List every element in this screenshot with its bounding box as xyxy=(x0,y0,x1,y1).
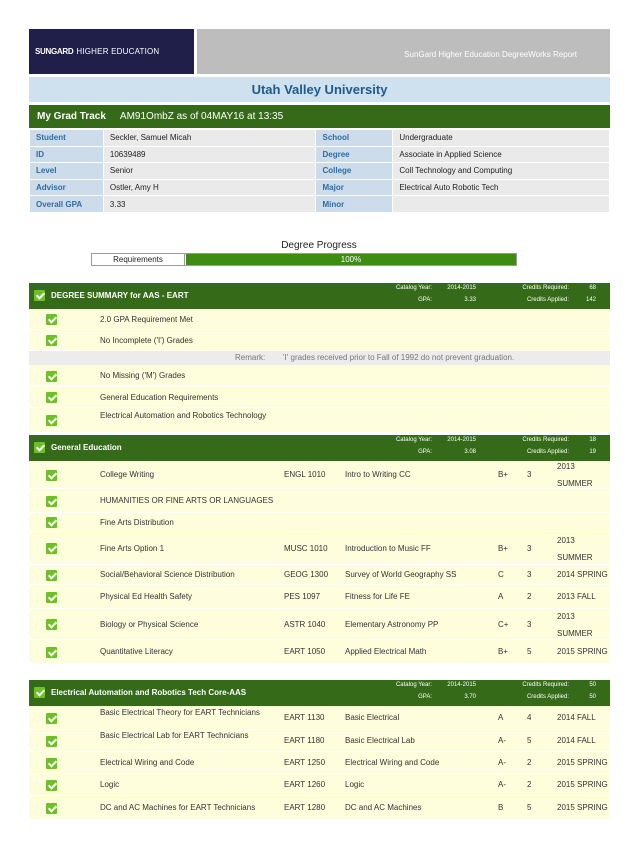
course-term: 2014 FALL xyxy=(557,713,596,722)
course-credits: 3 xyxy=(527,543,532,553)
complete-check-icon xyxy=(46,335,57,346)
course-title: Logic xyxy=(345,780,365,789)
requirement-row xyxy=(29,585,610,609)
course-term: 2014 SPRING xyxy=(557,570,608,579)
course-term: 2013 FALL xyxy=(557,592,596,601)
complete-check-icon xyxy=(46,392,57,403)
complete-check-icon xyxy=(34,687,45,698)
remark-row xyxy=(29,351,610,365)
complete-check-icon xyxy=(46,496,57,507)
course-grade: B+ xyxy=(498,543,509,553)
requirement-list xyxy=(29,309,610,433)
requirement-row xyxy=(29,489,610,513)
requirement-name: 2.0 GPA Requirement Met xyxy=(100,314,193,324)
progress-percent: 100% xyxy=(340,255,362,264)
section-credits-applied: 19 xyxy=(589,449,596,455)
complete-check-icon xyxy=(46,647,57,658)
info-value: Associate in Applied Science xyxy=(393,146,610,163)
info-label: Student xyxy=(30,130,104,147)
course-grade: A- xyxy=(498,780,506,789)
complete-check-icon xyxy=(46,592,57,603)
section-credits-required: 68 xyxy=(589,285,596,291)
course-credits: 3 xyxy=(527,470,532,479)
degree-progress-bar xyxy=(91,253,517,266)
course-grade: B+ xyxy=(498,470,509,479)
requirement-row xyxy=(29,640,610,664)
requirement-row xyxy=(29,330,610,351)
requirement-row xyxy=(29,513,610,532)
info-value: 10639489 xyxy=(103,146,316,163)
requirement-row xyxy=(29,532,610,565)
complete-check-icon xyxy=(46,758,57,769)
course-title: Applied Electrical Math xyxy=(345,647,427,656)
info-value: Undergraduate xyxy=(393,130,610,147)
requirement-name: No Missing ('M') Grades xyxy=(100,371,186,380)
course-code: MUSC 1010 xyxy=(284,543,328,553)
info-value xyxy=(393,196,610,213)
requirement-name: HUMANITIES OR FINE ARTS OR LANGUAGES xyxy=(100,496,274,505)
section-catalog-year: 2014-2015 xyxy=(447,285,476,291)
section-credits-required-label: Credits Required: xyxy=(522,285,569,291)
course-grade: A xyxy=(498,592,504,601)
section-catalog-year-label: Catalog Year: xyxy=(395,285,432,291)
requirement-name: College Writing xyxy=(100,470,155,479)
info-row xyxy=(30,130,610,147)
section-credits-required-label: Credits Required: xyxy=(522,682,569,688)
section-title: DEGREE SUMMARY for AAS - EART xyxy=(51,291,189,300)
course-term: 2015 SPRING xyxy=(557,780,608,789)
university-title: Utah Valley University xyxy=(29,77,610,102)
course-credits: 2 xyxy=(527,592,532,601)
course-code: PES 1097 xyxy=(284,592,321,601)
section-catalog-year: 2014-2015 xyxy=(447,682,476,688)
info-value: Seckler, Samuel Micah xyxy=(103,130,316,147)
requirement-row xyxy=(29,609,610,640)
course-code: EART 1130 xyxy=(284,713,325,722)
requirement-row xyxy=(29,365,610,387)
course-grade: A- xyxy=(498,736,506,745)
info-value: Coll Technology and Computing xyxy=(393,163,610,180)
course-code: ASTR 1040 xyxy=(284,619,326,629)
info-value: Electrical Auto Robotic Tech xyxy=(393,179,610,196)
course-credits: 5 xyxy=(527,647,532,656)
report-title: SunGard Higher Education DegreeWorks Report xyxy=(404,50,577,59)
info-label: School xyxy=(316,130,393,147)
requirement-section xyxy=(29,283,610,433)
requirement-name: Fine Arts Distribution xyxy=(100,517,174,527)
requirement-name: Quantitative Literacy xyxy=(100,647,173,656)
info-label: Advisor xyxy=(30,179,104,196)
requirement-name: Biology or Physical Science xyxy=(100,619,199,629)
section-gpa-label: GPA: xyxy=(418,449,432,455)
course-title: DC and AC Machines xyxy=(345,803,422,812)
course-term: 2014 FALL xyxy=(557,736,596,745)
complete-check-icon xyxy=(46,314,57,325)
requirement-list xyxy=(29,461,610,664)
course-credits: 3 xyxy=(527,619,532,629)
complete-check-icon xyxy=(34,290,45,301)
sungard-logo xyxy=(29,29,194,74)
course-credits: 5 xyxy=(527,803,532,812)
requirement-name: Physical Ed Health Safety xyxy=(100,592,193,601)
section-credits-required-label: Credits Required: xyxy=(522,437,569,443)
complete-check-icon xyxy=(46,570,57,581)
course-code: ENGL 1010 xyxy=(284,470,326,479)
complete-check-icon xyxy=(46,736,57,747)
complete-check-icon xyxy=(46,803,57,814)
section-catalog-year: 2014-2015 xyxy=(447,437,476,443)
course-term: 2013 SUMMER xyxy=(557,462,593,488)
info-label: Degree xyxy=(316,146,393,163)
course-code: EART 1250 xyxy=(284,758,326,767)
complete-check-icon xyxy=(34,442,45,453)
remark-label: Remark: xyxy=(235,353,266,362)
info-value: Senior xyxy=(103,163,316,180)
requirement-name: Fine Arts Option 1 xyxy=(100,543,165,553)
course-title: Introduction to Music FF xyxy=(345,543,431,553)
progress-label: Requirements xyxy=(92,254,185,265)
section-title: Electrical Automation and Robotics Tech Core-AAS xyxy=(51,688,247,697)
requirement-row xyxy=(29,387,610,408)
requirement-name: No Incomplete ('I') Grades xyxy=(100,335,193,345)
section-header xyxy=(29,435,610,461)
requirement-section xyxy=(29,435,610,664)
info-label: ID xyxy=(30,146,104,163)
section-header xyxy=(29,283,610,309)
complete-check-icon xyxy=(46,619,57,630)
complete-check-icon xyxy=(46,713,57,724)
section-credits-applied-label: Credits Applied: xyxy=(526,297,569,303)
course-term: 2013 SUMMER xyxy=(557,611,593,638)
course-credits: 2 xyxy=(527,780,532,789)
section-catalog-year-label: Catalog Year: xyxy=(395,437,432,443)
complete-check-icon xyxy=(46,415,57,426)
course-title: Basic Electrical Lab xyxy=(345,736,415,745)
requirement-name: Electrical Wiring and Code xyxy=(100,758,195,767)
course-grade: A xyxy=(498,713,504,722)
section-credits-required: 18 xyxy=(589,437,596,443)
info-row xyxy=(30,179,610,196)
section-catalog-year-label: Catalog Year: xyxy=(395,682,432,688)
section-credits-applied-label: Credits Applied: xyxy=(526,694,569,700)
requirement-row xyxy=(29,408,610,433)
info-label: Level xyxy=(30,163,104,180)
course-title: Electrical Wiring and Code xyxy=(345,758,440,767)
requirement-name: Logic xyxy=(100,780,120,789)
section-credits-applied: 142 xyxy=(585,297,596,303)
section-credits-required: 50 xyxy=(589,682,596,688)
remark-text: 'I' grades received prior to Fall of 1992 do not prevent graduation. xyxy=(283,353,515,362)
info-row xyxy=(30,196,610,213)
requirement-name: DC and AC Machines for EART Technicians xyxy=(100,803,256,812)
course-code: EART 1050 xyxy=(284,647,326,656)
report-banner xyxy=(29,29,610,74)
info-row xyxy=(30,146,610,163)
requirement-row xyxy=(29,309,610,330)
complete-check-icon xyxy=(46,517,57,528)
course-code: EART 1280 xyxy=(284,803,326,812)
course-grade: B+ xyxy=(498,647,509,656)
info-label: Major xyxy=(316,179,393,196)
course-credits: 4 xyxy=(527,713,532,722)
info-label: Minor xyxy=(316,196,393,213)
requirement-name: General Education Requirements xyxy=(100,392,219,402)
info-label: College xyxy=(316,163,393,180)
section-title: General Education xyxy=(51,443,122,452)
grad-track-title: My Grad Track xyxy=(37,111,106,122)
course-title: Survey of World Geography SS xyxy=(345,570,457,579)
requirement-section xyxy=(29,680,610,820)
info-value: Ostler, Amy H xyxy=(103,179,316,196)
requirement-row xyxy=(29,565,610,585)
course-grade: C xyxy=(498,570,504,579)
requirement-row xyxy=(29,796,610,820)
requirement-row xyxy=(29,774,610,796)
requirement-name: Basic Electrical Lab for EART Technicians xyxy=(100,731,249,740)
section-gpa-label: GPA: xyxy=(418,297,432,303)
complete-check-icon xyxy=(46,470,57,481)
requirement-name: Social/Behavioral Science Distribution xyxy=(100,570,235,579)
course-code: EART 1180 xyxy=(284,736,325,745)
course-title: Fitness for Life FE xyxy=(345,592,410,601)
complete-check-icon xyxy=(46,543,57,554)
info-row xyxy=(30,163,610,180)
student-info-table xyxy=(29,129,610,213)
banner-divider xyxy=(194,29,197,74)
complete-check-icon xyxy=(46,371,57,382)
grad-track-subtitle: AM91OmbZ as of 04MAY16 at 13:35 xyxy=(119,111,284,122)
course-grade: A- xyxy=(498,758,506,767)
course-title: Basic Electrical xyxy=(345,713,400,722)
section-credits-applied: 50 xyxy=(589,694,596,700)
section-gpa-label: GPA: xyxy=(418,694,432,700)
course-title: Intro to Writing CC xyxy=(345,470,411,479)
section-header xyxy=(29,680,610,706)
logo-secondary: HIGHER EDUCATION xyxy=(76,47,160,56)
requirement-row xyxy=(29,461,610,489)
logo-primary: SUNGARD xyxy=(35,47,74,56)
requirement-name: Electrical Automation and Robotics Technology xyxy=(100,410,267,420)
course-title: Elementary Astronomy PP xyxy=(345,619,439,629)
requirement-row xyxy=(29,752,610,774)
info-label: Overall GPA xyxy=(30,196,104,213)
section-gpa: 3.08 xyxy=(464,449,476,455)
requirement-list xyxy=(29,706,610,820)
requirement-name: Basic Electrical Theory for EART Technicians xyxy=(100,708,260,717)
section-gpa: 3.33 xyxy=(464,297,476,303)
complete-check-icon xyxy=(46,780,57,791)
section-credits-applied-label: Credits Applied: xyxy=(526,449,569,455)
course-credits: 2 xyxy=(527,758,532,767)
info-value: 3.33 xyxy=(103,196,316,213)
course-grade: C+ xyxy=(498,619,509,629)
requirement-row xyxy=(29,706,610,730)
course-credits: 3 xyxy=(527,570,532,579)
course-term: 2013 SUMMER xyxy=(557,535,593,562)
degree-progress-title: Degree Progress xyxy=(281,240,357,251)
course-term: 2015 SPRING xyxy=(557,758,608,767)
requirement-row xyxy=(29,730,610,752)
course-term: 2015 SPRING xyxy=(557,647,608,656)
course-code: EART 1260 xyxy=(284,780,326,789)
grad-track-bar xyxy=(29,105,610,128)
course-grade: B xyxy=(498,803,504,812)
section-gpa: 3.70 xyxy=(464,694,476,700)
course-code: GEOG 1300 xyxy=(284,570,329,579)
course-term: 2015 SPRING xyxy=(557,803,608,812)
course-credits: 5 xyxy=(527,736,532,745)
